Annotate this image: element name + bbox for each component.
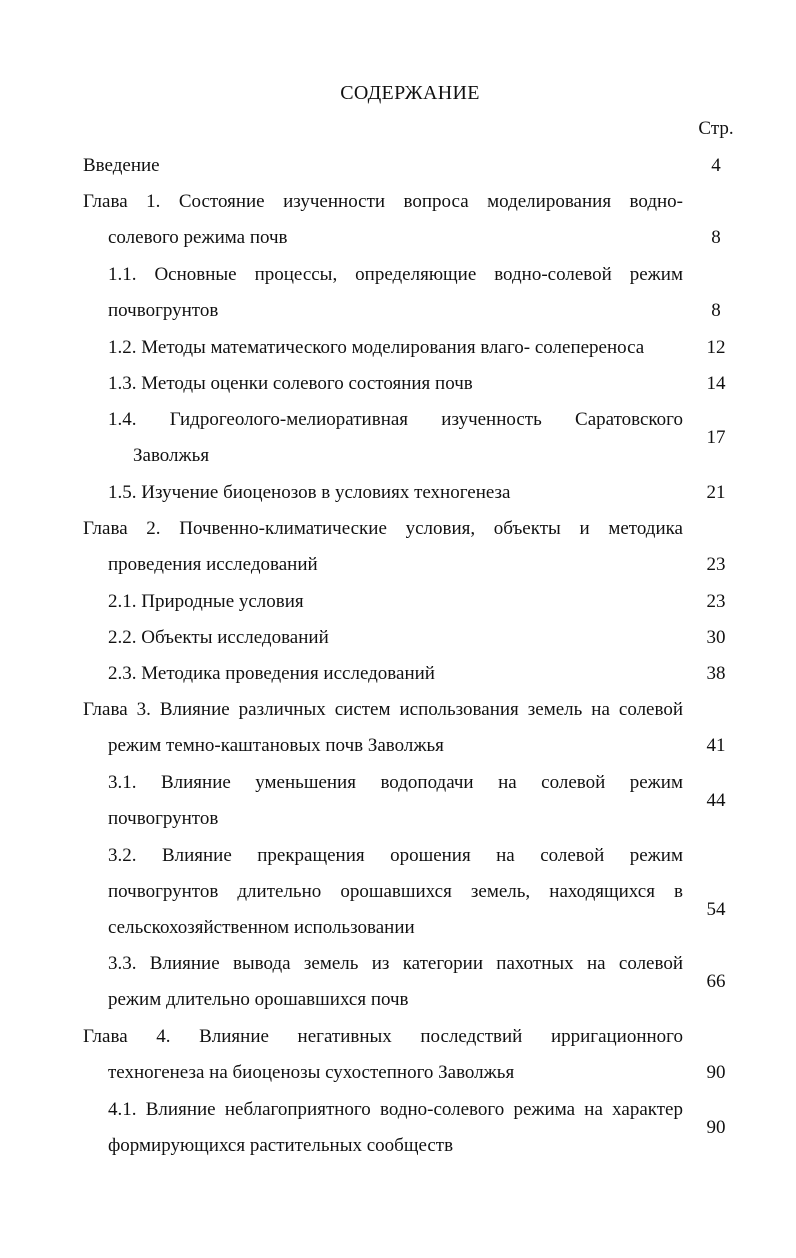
toc-entry-section-1-5[interactable] bbox=[0, 475, 796, 511]
toc-entry-section-2-1[interactable] bbox=[0, 584, 796, 620]
toc-entry-chapter-2[interactable] bbox=[0, 511, 796, 583]
toc-entry-section-3-2[interactable] bbox=[0, 838, 796, 946]
toc-page-number: 23 bbox=[706, 591, 726, 612]
toc-line: режим темно-каштановых почв Заволжья bbox=[108, 735, 444, 756]
toc-line: сельскохозяйственном использовании bbox=[108, 917, 415, 938]
toc-line: 3.2. Влияние прекращения орошения на солевой режим bbox=[108, 845, 683, 866]
toc-entry-section-3-1[interactable] bbox=[0, 765, 796, 837]
page-title: СОДЕРЖАНИЕ bbox=[340, 82, 480, 104]
toc-page-number: 30 bbox=[706, 627, 726, 648]
toc-line: Глава 4. Влияние негативных последствий ирригационного bbox=[83, 1026, 683, 1047]
toc-line: 2.1. Природные условия bbox=[108, 591, 304, 612]
toc-line: 1.5. Изучение биоценозов в условиях техногенеза bbox=[108, 482, 511, 503]
toc-page-number: 38 bbox=[706, 663, 726, 684]
toc-page-number: 8 bbox=[711, 300, 721, 321]
toc-page-number: 41 bbox=[706, 735, 726, 756]
toc-page-number: 23 bbox=[706, 554, 726, 575]
toc-entry-chapter-4[interactable] bbox=[0, 1019, 796, 1091]
toc-page-number: 66 bbox=[706, 971, 726, 992]
toc-page-number: 17 bbox=[706, 427, 726, 448]
toc-line: Введение bbox=[83, 155, 160, 176]
toc-entry-section-1-3[interactable] bbox=[0, 366, 796, 402]
toc-line: Глава 3. Влияние различных систем использования земель на солевой bbox=[83, 699, 683, 720]
toc-line: 1.3. Методы оценки солевого состояния почв bbox=[108, 373, 473, 394]
toc-page-number: 12 bbox=[706, 337, 726, 358]
toc-page-number: 21 bbox=[706, 482, 726, 503]
toc-entry-intro[interactable] bbox=[0, 148, 796, 184]
toc-page-number: 54 bbox=[706, 899, 726, 920]
toc-line: 3.1. Влияние уменьшения водоподачи на солевой режим bbox=[108, 772, 683, 793]
toc-line: солевого режима почв bbox=[108, 227, 288, 248]
toc-line: Глава 1. Состояние изученности вопроса моделирования водно- bbox=[83, 191, 683, 212]
toc-entry-section-3-3[interactable] bbox=[0, 946, 796, 1018]
toc-line: почвогрунтов длительно орошавшихся земель, находящихся в bbox=[108, 881, 683, 902]
toc-entry-section-4-1[interactable] bbox=[0, 1092, 796, 1164]
toc-line: техногенеза на биоценозы сухостепного Заволжья bbox=[108, 1062, 515, 1083]
toc-entry-section-2-3[interactable] bbox=[0, 656, 796, 692]
toc-entry-section-2-2[interactable] bbox=[0, 620, 796, 656]
toc-line: Глава 2. Почвенно-климатические условия, объекты и методика bbox=[83, 518, 683, 539]
toc-line: 1.1. Основные процессы, определяющие водно-солевой режим bbox=[108, 264, 683, 285]
toc-entry-chapter-3[interactable] bbox=[0, 692, 796, 764]
toc-page-number: 90 bbox=[706, 1117, 726, 1138]
toc-entry-section-1-1[interactable] bbox=[0, 257, 796, 329]
toc-entry-section-1-4[interactable] bbox=[0, 402, 796, 474]
toc-line: почвогрунтов bbox=[108, 808, 219, 829]
toc-line: Заволжья bbox=[133, 445, 210, 466]
page-column-header: Стр. bbox=[698, 118, 734, 139]
toc-line: проведения исследований bbox=[108, 554, 318, 575]
toc-page-number: 8 bbox=[711, 227, 721, 248]
toc-line: 1.4. Гидрогеолого-мелиоративная изученность Саратовского bbox=[108, 409, 683, 430]
toc-line: 2.3. Методика проведения исследований bbox=[108, 663, 435, 684]
toc-page-number: 14 bbox=[706, 373, 726, 394]
toc-line: 4.1. Влияние неблагоприятного водно-солевого режима на характер bbox=[108, 1099, 683, 1120]
toc-line: режим длительно орошавшихся почв bbox=[108, 989, 409, 1010]
toc-line: почвогрунтов bbox=[108, 300, 219, 321]
toc-entry-chapter-1[interactable] bbox=[0, 184, 796, 256]
toc-page-number: 90 bbox=[706, 1062, 726, 1083]
toc-line: 1.2. Методы математического моделирования влаго- солепереноса bbox=[108, 337, 645, 358]
toc-line: формирующихся растительных сообществ bbox=[108, 1135, 454, 1156]
toc-page-number: 44 bbox=[706, 790, 726, 811]
toc-entry-section-1-2[interactable] bbox=[0, 330, 796, 366]
toc-page-number: 4 bbox=[711, 155, 721, 176]
toc-line: 3.3. Влияние вывода земель из категории пахотных на солевой bbox=[108, 953, 683, 974]
toc-line: 2.2. Объекты исследований bbox=[108, 627, 329, 648]
